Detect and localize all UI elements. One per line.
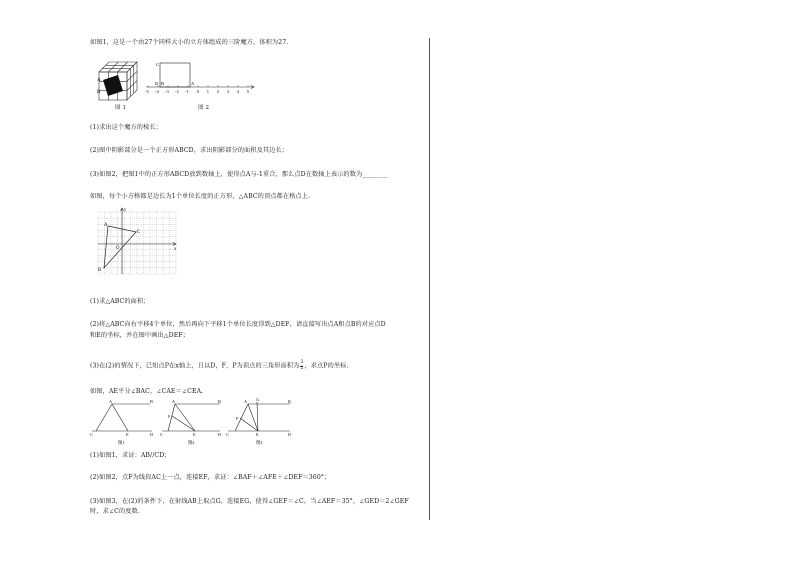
problem2-intro: 如图，每个小方格都是边长为1个单位长度的正方形，△ABC的顶点都在格点上. — [90, 193, 311, 200]
problem1-question2: (2)图中阴影部分是一个正方形ABCD，求出阴影部分的面积及其边长； — [90, 147, 289, 154]
svg-text:E: E — [193, 432, 196, 437]
grid-label-c: C — [137, 230, 141, 235]
shaded-square-abcd — [103, 75, 123, 96]
problem2-q3-frac-num: 3 — [300, 360, 304, 365]
svg-text:E: E — [256, 432, 259, 437]
problem2-question2-line1: (2)将△ABC向右平移4个单位，然后再向下平移1个单位长度得到△DEF，请直接写出点A和点B的对应点D — [90, 321, 386, 328]
grid-label-x: x — [174, 247, 177, 252]
nl-label-b: B — [161, 81, 165, 86]
coordinate-grid-figure — [96, 206, 178, 276]
svg-text:A: A — [172, 399, 176, 404]
nl-tick-label: 1 — [206, 89, 210, 94]
svg-text:F: F — [236, 416, 239, 421]
nl-label-a: A — [191, 81, 195, 86]
nl-tick-label: -3 — [165, 89, 169, 94]
svg-text:C: C — [90, 432, 93, 437]
figure-label-3: 图3 — [256, 440, 263, 445]
rubiks-cube-figure — [97, 60, 141, 102]
problem3-question3-line1: (3)如图3，在(2)的条件下，在射线AB上取点G，连接EG，使得∠GEF＝∠C，当∠AEF＝35°，∠GED＝2∠GEF — [90, 498, 409, 505]
svg-text:B: B — [218, 399, 221, 404]
nl-tick-label: 4 — [236, 89, 240, 94]
svg-text:E: E — [126, 432, 129, 437]
nl-label-d: D — [155, 81, 159, 86]
grid-label-a: A — [104, 223, 108, 228]
column-divider — [429, 38, 430, 520]
problem2-question3 — [90, 361, 349, 371]
problem3-intro: 如图，AE平分∠BAC，∠CAE＝∠CEA. — [90, 388, 204, 395]
svg-text:D: D — [218, 432, 222, 437]
svg-text:B: B — [150, 399, 153, 404]
nl-tick-label: -2 — [175, 89, 179, 94]
figure2-caption: 图 2 — [198, 105, 210, 111]
svg-text:A: A — [109, 399, 113, 404]
nl-tick-label: -4 — [155, 89, 159, 94]
nl-tick-label: -5 — [145, 89, 149, 94]
svg-text:B: B — [288, 399, 291, 404]
grid-label-o: O — [116, 246, 120, 251]
svg-text:D: D — [150, 432, 154, 437]
nl-tick-label: 2 — [216, 89, 220, 94]
problem3-question2: (2)如图2，点F为线段AC上一点，连接EF，求证：∠BAF＋∠AFE＋∠DEF＝360°； — [90, 474, 331, 481]
problem2-q3-frac-den: 2 — [300, 365, 304, 371]
problem1-question1: (1)求出这个魔方的棱长； — [90, 124, 162, 131]
nl-tick-label: 0 — [196, 89, 200, 94]
nl-tick-label: 5 — [246, 89, 250, 94]
problem2-question1: (1)求△ABC的面积； — [90, 298, 150, 305]
problem1-intro: 如图1，这是一个由27个同样大小的立方体组成的三阶魔方，体积为27. — [90, 39, 289, 46]
svg-text:A: A — [244, 399, 248, 404]
nl-tick-label: 3 — [226, 89, 230, 94]
svg-text:C: C — [226, 432, 229, 437]
figure1-caption: 图 1 — [115, 105, 127, 111]
problem2-q3-suffix: ，求点P的坐标. — [304, 362, 349, 370]
svg-text:D: D — [288, 432, 292, 437]
parallel-lines-figures — [90, 398, 295, 446]
problem2-question2-line2: 和E的坐标，并在图中画出△DEF； — [90, 332, 189, 339]
number-line-figure — [144, 60, 256, 98]
nl-tick-label: -1 — [185, 89, 189, 94]
nl-label-c: C — [156, 62, 160, 67]
cube-label-b: B — [97, 90, 101, 95]
problem3-question1: (1)如图1，求证：AB//CD； — [90, 452, 171, 459]
grid-label-b: B — [98, 268, 102, 273]
grid-label-y: y — [124, 208, 127, 213]
problem2-q3-prefix: (3)在(2)的情况下，已知点P在x轴上，且以D，F，P为顶点的三角形面积为 — [90, 362, 300, 370]
problem1-question3: (3)如图2，把图1中的正方形ABCD放到数轴上，使得点A与-1重合，那么点D在数轴上表示的数为________ — [90, 171, 388, 178]
figure-label-2: 图2 — [188, 440, 195, 445]
problem3-question3-line2: 时，求∠C的度数. — [90, 508, 140, 515]
svg-text:C: C — [160, 432, 163, 437]
figure-label-1: 图1 — [118, 440, 125, 445]
svg-text:G: G — [256, 397, 260, 402]
svg-text:F: F — [168, 414, 171, 419]
cube-label-a: A — [97, 78, 101, 83]
